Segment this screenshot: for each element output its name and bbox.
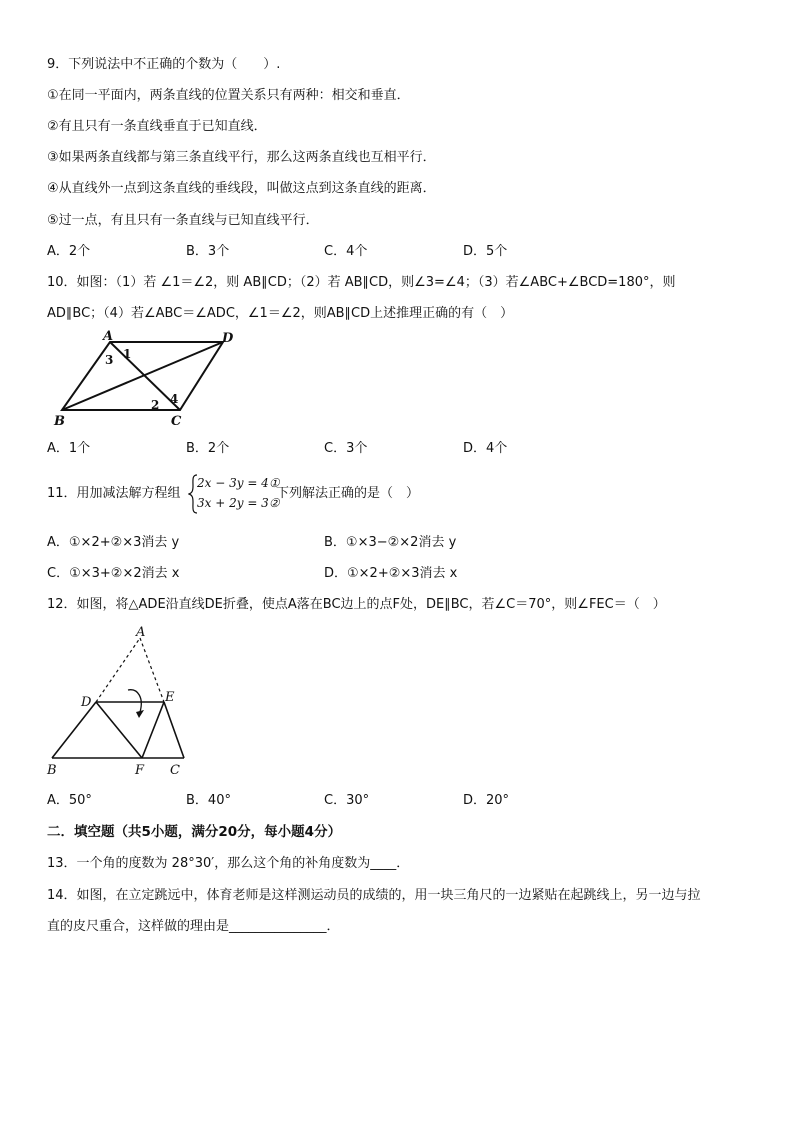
vertex-a-label: A — [103, 330, 114, 344]
q10-stem-line1: 10．如图：（1）若 ∠1＝∠2，则 AB∥CD；（2）若 AB∥CD，则∠3=∠4；（3）若∠ABC+∠BCD=180°，则 — [47, 275, 676, 290]
q9-option-d: D．5个 — [463, 244, 508, 259]
q13-stem: 13．一个角的度数为 28°30′，那么这个角的补角度数为____． — [47, 856, 410, 871]
q9-item-2: ②有且只有一条直线垂直于已知直线． — [47, 119, 267, 134]
q9-option-a: A．2个 — [47, 244, 91, 259]
section-2-heading: 二．填空题（共5小题，满分20分，每小题4分） — [47, 824, 342, 840]
dashed-segment-da — [96, 638, 140, 702]
q9-option-c: C．4个 — [324, 244, 368, 259]
q10-option-a: A．1个 — [47, 441, 91, 456]
q12-stem: 12．如图，将△ADE沿直线DE折叠，使点A落在BC边上的点F处，DE∥BC，若∠C＝70°，则∠FEC＝（ ） — [47, 597, 666, 612]
q12-option-c: C．30° — [324, 793, 370, 808]
q11-option-c: C．①×3+②×2消去 x — [47, 566, 180, 581]
q11-option-d: D．①×2+②×3消去 x — [324, 566, 458, 581]
vertex-b-label: B — [54, 414, 65, 428]
q10-option-c: C．3个 — [324, 441, 368, 456]
q11-option-a: A．①×2+②×3消去 y — [47, 535, 180, 550]
q9-item-4: ④从直线外一点到这条直线的垂线段，叫做这点到这条直线的距离． — [47, 181, 436, 196]
vertex-c-label: C — [171, 414, 182, 428]
q12-option-d: D．20° — [463, 793, 510, 808]
q11-stem-after: 下列解法正确的是（ ） — [276, 486, 420, 501]
q12-option-a: A．50° — [47, 793, 92, 808]
segment-ef — [142, 702, 164, 758]
q9-option-b: B．3个 — [186, 244, 230, 259]
segment-bd — [52, 702, 96, 758]
q10-parallelogram-figure — [50, 330, 250, 428]
q11-equation-1: 2x − 3y = 4① — [197, 476, 280, 490]
segment-ec — [164, 702, 184, 758]
q11-equation-2: 3x + 2y = 3② — [197, 496, 280, 510]
q9-item-1: ①在同一平面内，两条直线的位置关系只有两种：相交和垂直． — [47, 88, 410, 103]
q12-folded-triangle-figure — [44, 622, 194, 782]
vertex-d-label: D — [81, 695, 92, 710]
vertex-f-label: F — [135, 763, 145, 778]
q9-item-5: ⑤过一点，有且只有一条直线与已知直线平行． — [47, 213, 319, 228]
q14-stem-line2: 直的皮尺重合，这样做的理由是_______________． — [47, 919, 340, 934]
q12-option-b: B．40° — [186, 793, 231, 808]
angle-3-label: 3 — [105, 353, 114, 367]
vertex-e-label: E — [165, 690, 175, 705]
q14-stem-line1: 14．如图，在立定跳远中，体育老师是这样测运动员的成绩的，用一块三角尺的一边紧贴在起跳线上，另一边与拉 — [47, 888, 701, 903]
fold-arrow-icon — [128, 690, 141, 712]
q9-item-3: ③如果两条直线都与第三条直线平行，那么这两条直线也互相平行． — [47, 150, 436, 165]
dashed-segment-ae — [140, 638, 164, 702]
q9-stem: 9．下列说法中不正确的个数为（ ）. — [47, 57, 281, 72]
angle-4-label: 4 — [170, 392, 179, 406]
angle-1-label: 1 — [123, 347, 132, 361]
q10-option-b: B．2个 — [186, 441, 230, 456]
vertex-b-label: B — [47, 763, 57, 778]
q10-stem-line2: AD∥BC；（4）若∠ABC＝∠ADC，∠1＝∠2，则AB∥CD上述推理正确的有（ ） — [47, 306, 514, 321]
fold-arrowhead-icon — [136, 710, 144, 718]
vertex-c-label: C — [170, 763, 180, 778]
q10-option-d: D．4个 — [463, 441, 508, 456]
q11-stem-before: 11．用加减法解方程组 — [47, 486, 181, 501]
angle-2-label: 2 — [151, 398, 160, 412]
vertex-a-label: A — [136, 625, 146, 640]
vertex-d-label: D — [222, 331, 234, 346]
segment-df — [96, 702, 142, 758]
q11-option-b: B．①×3−②×2消去 y — [324, 535, 457, 550]
